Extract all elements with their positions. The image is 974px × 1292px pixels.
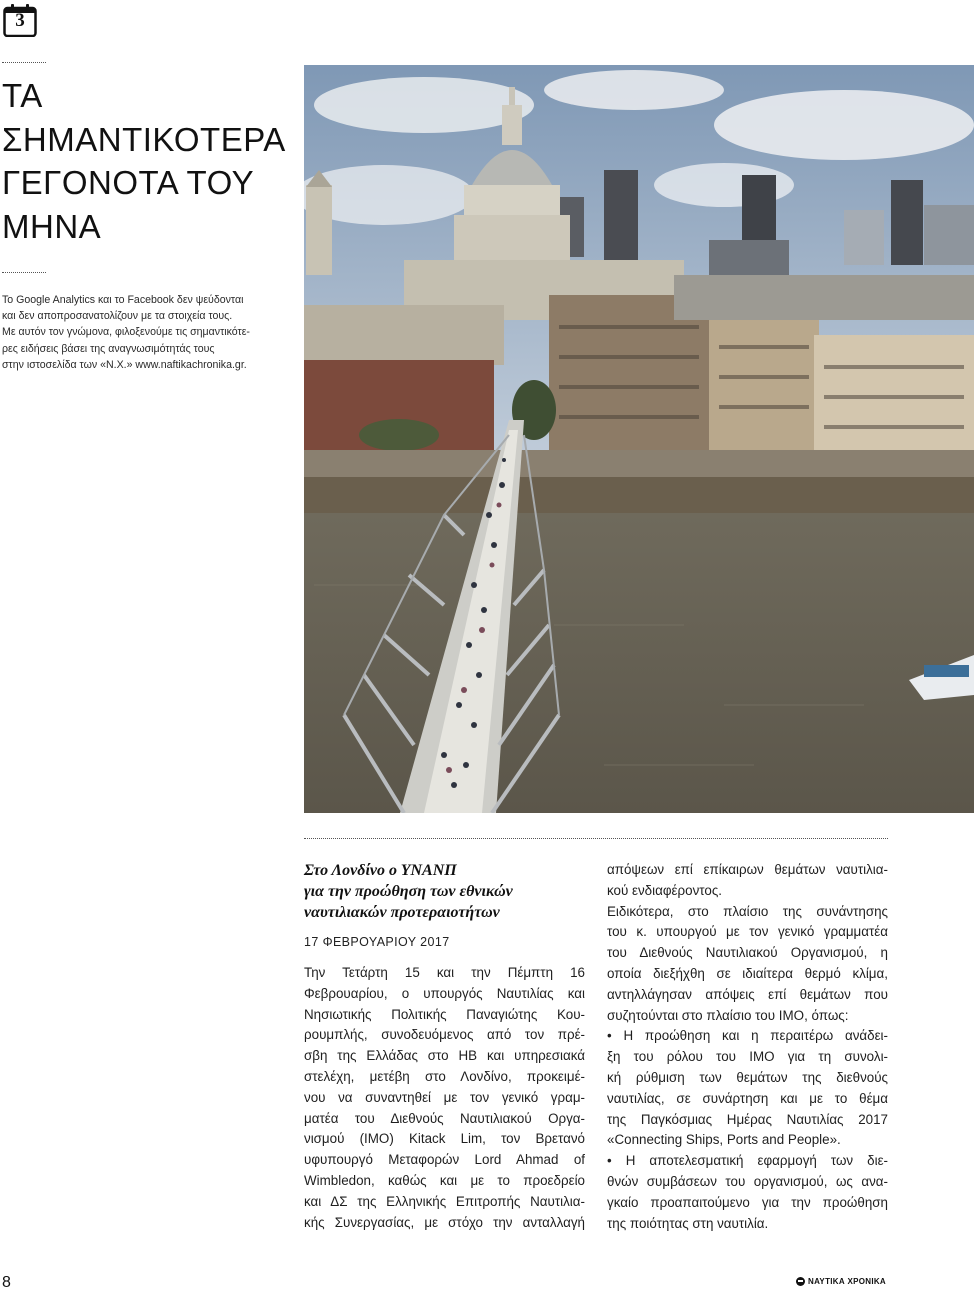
footer-brand (796, 1277, 886, 1286)
body-line: του κ. υπουργού με τον γενικό γραμματέα (607, 924, 888, 940)
body-line: συζητούνται στο πλαίσιο του ΙΜΟ, όπως: (607, 1007, 849, 1023)
intro-line: στην ιστοσελίδα των «Ν.Χ.» www.naftikachronika.gr. (2, 358, 247, 371)
body-line: Ειδικότερα, στο πλαίσιο της συνάντησης (607, 903, 888, 919)
article-title-line: ναυτιλιακών προτεραιοτήτων (304, 904, 500, 921)
body-line: στελέχη, μετέβη στο Λονδίνο, προκειμέ- (304, 1068, 585, 1084)
body-line: ξη του ρόλου του ΙΜΟ για τη συνολι- (607, 1049, 888, 1065)
divider (2, 272, 46, 273)
article-column-2 (607, 860, 888, 1234)
intro-line: ρες ειδήσεις βάσει της αναγνωσιμότητάς τους (2, 342, 215, 355)
section-intro (2, 292, 288, 373)
body-line: του Διεθνούς Ναυτιλιακού Οργανισμού, η (607, 945, 888, 961)
article-date: 17 ΦΕΒΡΟΥΑΡΙΟΥ 2017 (304, 935, 450, 949)
body-line: αντηλλάγησαν απόψεις επί θεμάτων που (607, 986, 888, 1002)
body-line: νισμού (ΙΜΟ) Kitack Lim, τον Βρετανό (304, 1131, 585, 1147)
intro-line: Με αυτόν τον γνώμονα, φιλοξενούμε τις σημαντικότε- (2, 326, 250, 339)
divider (2, 62, 46, 63)
body-line: • Η προώθηση και η περαιτέρω ανάδει- (607, 1028, 888, 1044)
body-line: ναυτιλίας, σε συνάρτηση και με το θέμα (607, 1090, 888, 1106)
section-title (2, 74, 292, 248)
body-line: ρουμπλής, συνοδευόμενος από τον πρέ- (304, 1027, 585, 1043)
body-line: θνών συμβάσεων του οργανισμού, ως ανα- (607, 1173, 888, 1189)
section-title-line: ΣΗΜΑΝΤΙΚΟΤΕΡΑ (2, 120, 286, 158)
intro-line: Το Google Analytics και το Facebook δεν ψεύδονται (2, 294, 244, 306)
body-line: Φεβρουαρίου, ο υπουργός Ναυτιλίας και (304, 985, 585, 1001)
article-title-line: Στο Λονδίνο ο ΥΝΑΝΠ (304, 862, 457, 879)
body-line: της ποιότητας στη ναυτιλία. (607, 1215, 769, 1231)
intro-line: και δεν αποπροσανατολίζουν με τα στοιχεία τους. (2, 310, 233, 323)
body-line: οποία διεξήχθη σε ιδιαίτερα θερμό κλίμα, (607, 965, 888, 981)
calendar-icon (3, 3, 37, 37)
section-number: 3 (15, 10, 25, 31)
section-title-line: ΓΕΓΟΝΟΤΑ ΤΟΥ (2, 164, 255, 201)
brand-name: ΝΑΥΤΙΚΑ ΧΡΟΝΙΚΑ (808, 1277, 886, 1286)
article-title (304, 860, 584, 923)
divider (304, 838, 888, 839)
body-line: και ΔΣ της Ελληνικής Επιτροπής Ναυτιλια- (304, 1193, 585, 1209)
millennium-bridge-st-pauls-photo (304, 65, 974, 813)
section-title-line: ΤΑ (2, 77, 43, 114)
article-column-1 (304, 963, 585, 1233)
body-line: νου να συναντηθεί με τον γενικό γραμ- (304, 1089, 585, 1105)
article-title-line: για την προώθηση των εθνικών (304, 883, 513, 900)
page-number: 8 (2, 1274, 11, 1291)
body-line: • Η αποτελεσματική εφαρμογή των διε- (607, 1153, 888, 1169)
body-line: της Παγκόσμιας Ημέρας Ναυτιλίας 2017 (607, 1111, 888, 1127)
body-line: «Connecting Ships, Ports and People». (607, 1132, 841, 1148)
body-line: Την Τετάρτη 15 και την Πέμπτη 16 (304, 965, 585, 980)
body-line: απόψεων επί επίκαιρων θεμάτων ναυτιλια- (607, 862, 888, 877)
brand-logo-icon (796, 1277, 805, 1286)
body-line: Wimbledon, καθώς και με το προεδρείο (304, 1172, 585, 1188)
section-title-line: ΜΗΝΑ (2, 207, 102, 245)
body-line: ματέα του Διεθνούς Ναυτιλιακού Οργα- (304, 1110, 585, 1126)
body-line: Νησιωτικής Πολιτικής Παναγιώτης Κου- (304, 1006, 585, 1022)
body-line: υφυπουργό Μεταφορών Lord Ahmad of (304, 1152, 585, 1168)
body-line: κής Συνεργασίας, με στόχο την ανταλλαγή (304, 1214, 585, 1230)
body-line: κή ρύθμιση των θεμάτων της διεθνούς (607, 1069, 888, 1085)
body-line: κού ενδιαφέροντος. (607, 882, 722, 898)
body-line: σβη της Ελλάδας στο ΗΒ και υπηρεσιακά (304, 1048, 585, 1064)
body-line: γκαίο προαπαιτούμενο για την προώθηση (607, 1194, 888, 1210)
